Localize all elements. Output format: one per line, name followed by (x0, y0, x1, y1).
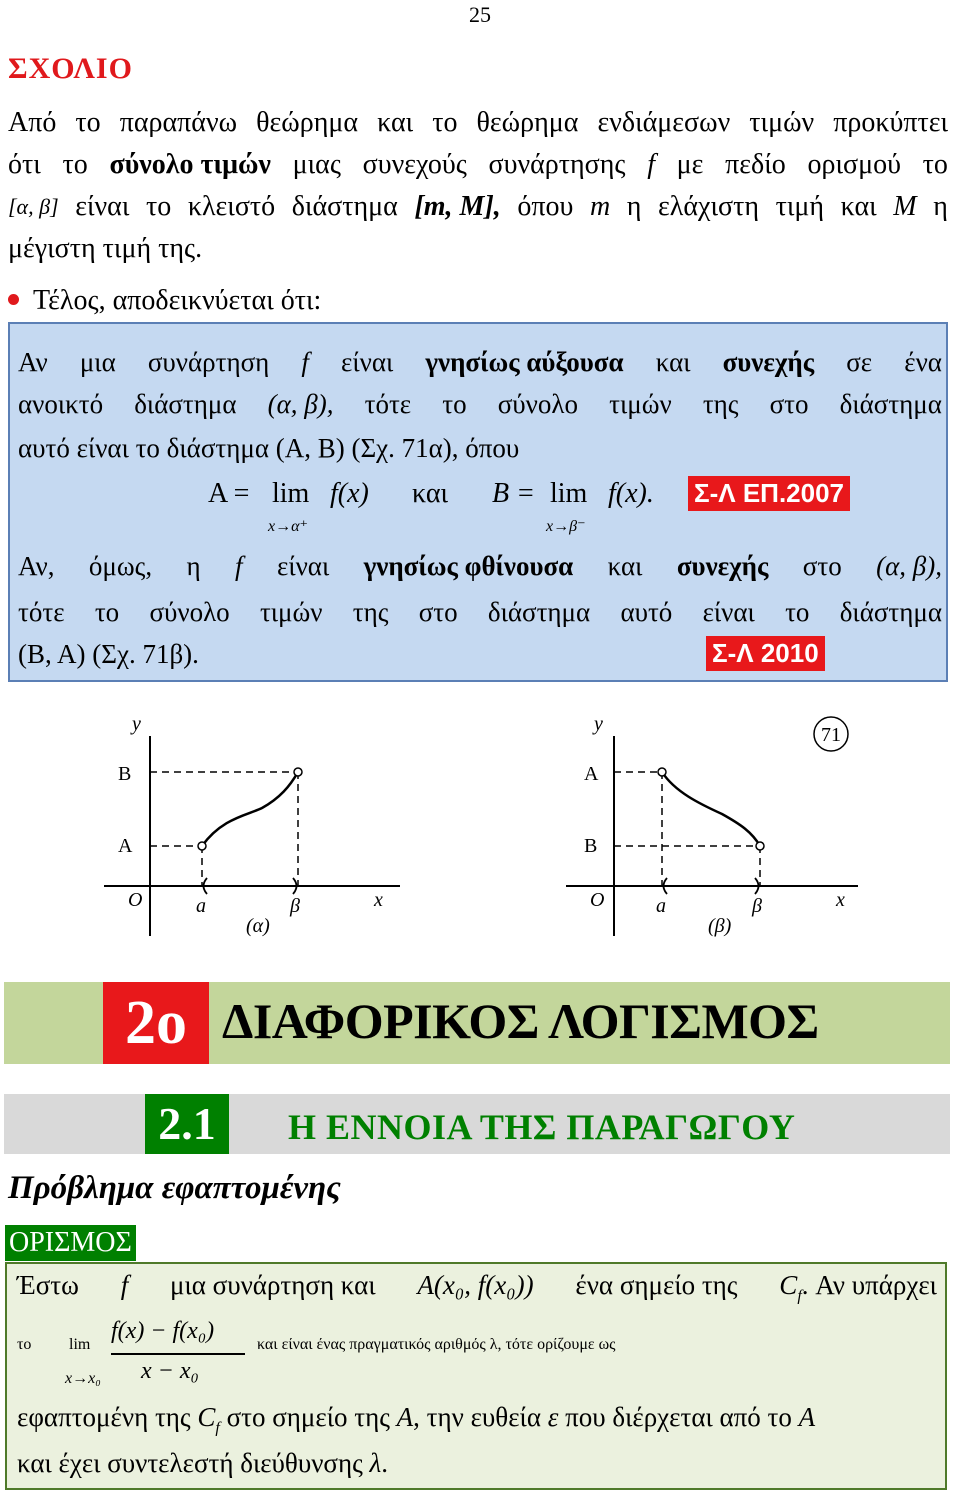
scholio-line-2 (8, 144, 948, 186)
origin-label: O (590, 889, 605, 911)
math-interval: (α, β), (876, 551, 942, 581)
text-run: . Αν υπάρχει (801, 1270, 937, 1300)
theorem-line-3: αυτό είναι το διάστημα (Α, Β) (Σχ. 71α), όπου (18, 433, 520, 463)
exam-tag: Σ-Λ ΕΠ.2007 (688, 476, 850, 511)
word: Έστω (17, 1270, 79, 1300)
word: είναι (702, 597, 755, 627)
word: ενδιάμεσων (597, 107, 731, 138)
a-label: a (196, 895, 206, 917)
word: το (442, 389, 467, 419)
text-run: , την ευθεία (413, 1402, 541, 1432)
word: με (676, 149, 704, 180)
word: θεώρημα (476, 107, 579, 138)
text-run: και έχει συντελεστή διεύθυνσης (17, 1448, 363, 1478)
fraction-numerator: f(x) − f(x₀) (111, 1318, 215, 1344)
definition-line-1 (17, 1270, 937, 1305)
word: όμως, (88, 551, 153, 581)
math-symbol: f (301, 347, 309, 377)
bold-term: συνεχής (722, 347, 815, 377)
section-number: 2.1 (145, 1094, 229, 1154)
curve-subscript: f (797, 1287, 802, 1305)
bullet-text: Τέλος, αποδεικνύεται ότι: (33, 285, 322, 316)
word: θεώρημα (256, 107, 359, 138)
text-run: . (381, 1448, 388, 1478)
axis-label-x: x (374, 889, 383, 911)
bold-term: σύνολο τιμών (109, 149, 271, 180)
label-top: A (584, 763, 599, 785)
word: διάστημα (291, 191, 398, 222)
axis-label-y: y (132, 713, 141, 735)
label-bottom: B (584, 835, 598, 857)
page-number: 25 (469, 2, 491, 27)
word: διάστημα (134, 389, 237, 419)
theorem-line-5 (18, 592, 942, 632)
b-label: β (290, 895, 300, 917)
increasing-curve (202, 772, 298, 846)
word: και (377, 107, 414, 138)
word: στο (769, 389, 809, 419)
definition-line-2 (17, 1318, 937, 1394)
word: το (17, 1336, 32, 1353)
bold-term: γνησίως αύξουσα (425, 347, 624, 377)
limit-formula (10, 472, 946, 535)
lim-subscript: x→α⁺ (268, 518, 308, 535)
word: της (352, 597, 389, 627)
open-endpoint (294, 768, 302, 776)
axis-label-y: y (594, 713, 603, 735)
word: συνάρτησης (488, 149, 626, 180)
word: σύνολο (497, 389, 578, 419)
bold-term: συνεχής (676, 551, 769, 581)
word: τιμή (775, 191, 825, 222)
open-endpoint (198, 842, 206, 850)
word: σύνολο (149, 597, 230, 627)
word: στο (418, 597, 458, 627)
formula-fx: f(x). (608, 478, 654, 509)
lim-subscript: x→x₀ (65, 1370, 101, 1387)
label-bottom: A (118, 835, 133, 857)
caption: (β) (708, 915, 732, 937)
theorem-box (8, 322, 948, 682)
math-symbol: M (893, 191, 917, 222)
math-interval: (α, β), (267, 389, 334, 419)
scholio-heading: ΣΧΟΛΙΟ (8, 52, 133, 85)
math-symbol: f (235, 551, 243, 581)
word: της (702, 389, 739, 419)
origin-label: O (128, 889, 143, 911)
scholio-line-3 (8, 186, 948, 228)
chapter-title: ΔΙΑΦΟΡΙΚΟΣ ΛΟΓΙΣΜΟΣ (222, 993, 819, 1049)
word: η (186, 551, 201, 581)
a-label: a (656, 895, 666, 917)
definition-line-3 (17, 1402, 937, 1437)
caption: (α) (246, 915, 270, 937)
fraction-bar (111, 1353, 245, 1355)
word: ένα (904, 347, 942, 377)
word: όπου (517, 191, 574, 222)
word: ανοικτό (18, 389, 104, 419)
theorem-line-1 (18, 342, 942, 382)
math-symbol: f (120, 1270, 129, 1300)
definition-label: ΟΡΙΣΜΟΣ (5, 1225, 136, 1261)
word: τιμών (609, 389, 672, 419)
graph-right (566, 713, 858, 937)
open-endpoint (756, 842, 764, 850)
chapter-number: 2ο (103, 982, 209, 1064)
word: το (62, 149, 88, 180)
math-interval-bold: [m, M], (414, 191, 501, 222)
word: ότι (8, 149, 41, 180)
figure-71 (0, 700, 960, 960)
word: ελάχιστη (658, 191, 759, 222)
word: μια (79, 347, 116, 377)
scholio-line-4: μέγιστη τιμή της. (8, 233, 203, 264)
bullet-dot-icon (8, 294, 19, 305)
formula-b-lhs: B = (492, 478, 535, 509)
definition-line-4 (17, 1448, 937, 1479)
word: τιμών (749, 107, 815, 138)
theorem-line-2 (18, 384, 942, 424)
word: το (432, 107, 458, 138)
math-interval: [α, β] (8, 194, 59, 219)
word: Αν (18, 347, 48, 377)
math-symbol: A (396, 1402, 414, 1432)
word: Αν, (18, 551, 55, 581)
word: τιμών (259, 597, 323, 627)
exam-tag: Σ-Λ 2010 (706, 636, 825, 671)
word: και (655, 347, 691, 377)
math-symbol: ε (547, 1402, 559, 1432)
word: το (94, 597, 120, 627)
word: διάστημα (487, 597, 591, 627)
figure-number: 71 (821, 724, 841, 746)
math-symbol: A (798, 1402, 816, 1432)
word: στο (802, 551, 842, 581)
text-run: εφαπτομένη της (17, 1402, 191, 1432)
word: συνεχούς (362, 149, 467, 180)
word: και (607, 551, 643, 581)
word: αυτό (620, 597, 673, 627)
formula-and: και (412, 478, 449, 509)
open-endpoint (658, 768, 666, 776)
word: είναι (276, 551, 330, 581)
math-symbol: m (589, 191, 611, 222)
word: κλειστό (187, 191, 276, 222)
problem-title: Πρόβλημα εφαπτομένης (8, 1170, 341, 1206)
section-title: Η ΕΝΝΟΙΑ ΤΗΣ ΠΑΡΑΓΩΓΟΥ (288, 1107, 796, 1147)
word: είναι (75, 191, 130, 222)
word: συνάρτηση (147, 347, 270, 377)
math-symbol: f (647, 149, 655, 180)
text-run: μια συνάρτηση και (170, 1270, 376, 1300)
decreasing-curve (662, 772, 760, 846)
word: το (785, 597, 810, 627)
curve-symbol: C (197, 1402, 216, 1432)
word: διάστημα (839, 389, 942, 419)
word: η (626, 191, 642, 222)
word: το (145, 191, 172, 222)
word: παραπάνω (119, 107, 238, 138)
formula-fx: f(x) (330, 478, 369, 509)
theorem-line-4 (18, 546, 942, 586)
theorem-line-6: (B, A) (Σχ. 71β). (18, 639, 199, 669)
word: η (933, 191, 948, 222)
fraction-denominator: x − x₀ (141, 1358, 199, 1384)
word: είναι (341, 347, 394, 377)
word: διάστημα (839, 597, 942, 627)
lim-word: lim (550, 478, 588, 509)
b-label: β (752, 895, 762, 917)
word: τότε (18, 597, 65, 627)
text-run: ένα σημείο της (575, 1270, 738, 1300)
graph-left (104, 713, 400, 937)
axis-label-x: x (836, 889, 845, 911)
word: το (75, 107, 101, 138)
lim-word: lim (69, 1336, 91, 1353)
word: τότε (364, 389, 412, 419)
word: προκύπτει (833, 107, 948, 138)
word: Από (8, 107, 57, 138)
scholio-line-1 (8, 102, 948, 144)
word: και (840, 191, 877, 222)
label-top: B (118, 763, 132, 785)
formula-a-lhs: Α = (208, 478, 250, 509)
bold-term: γνησίως φθίνουσα (363, 551, 574, 581)
word: μιας (292, 149, 341, 180)
bullet-item (8, 285, 321, 317)
curve-symbol: C (779, 1270, 798, 1300)
word: το (922, 149, 948, 180)
definition-box (5, 1262, 947, 1490)
math-point: A(x₀, f(x₀)) (417, 1270, 534, 1300)
curve-subscript: f (215, 1419, 220, 1437)
word: σε (846, 347, 873, 377)
word: ορισμού (807, 149, 901, 180)
scholio-paragraph (8, 102, 948, 270)
text-run: στο σημείο της (226, 1402, 390, 1432)
lim-subscript: x→β⁻ (546, 518, 586, 535)
lim-word: lim (272, 478, 310, 509)
text-run: που διέρχεται από το (565, 1402, 792, 1432)
math-symbol: λ (369, 1448, 382, 1478)
text-run: και είναι ένας πραγματικός αριθμός λ, τότε ορίζουμε ως (257, 1336, 616, 1353)
word: πεδίο (725, 149, 786, 180)
